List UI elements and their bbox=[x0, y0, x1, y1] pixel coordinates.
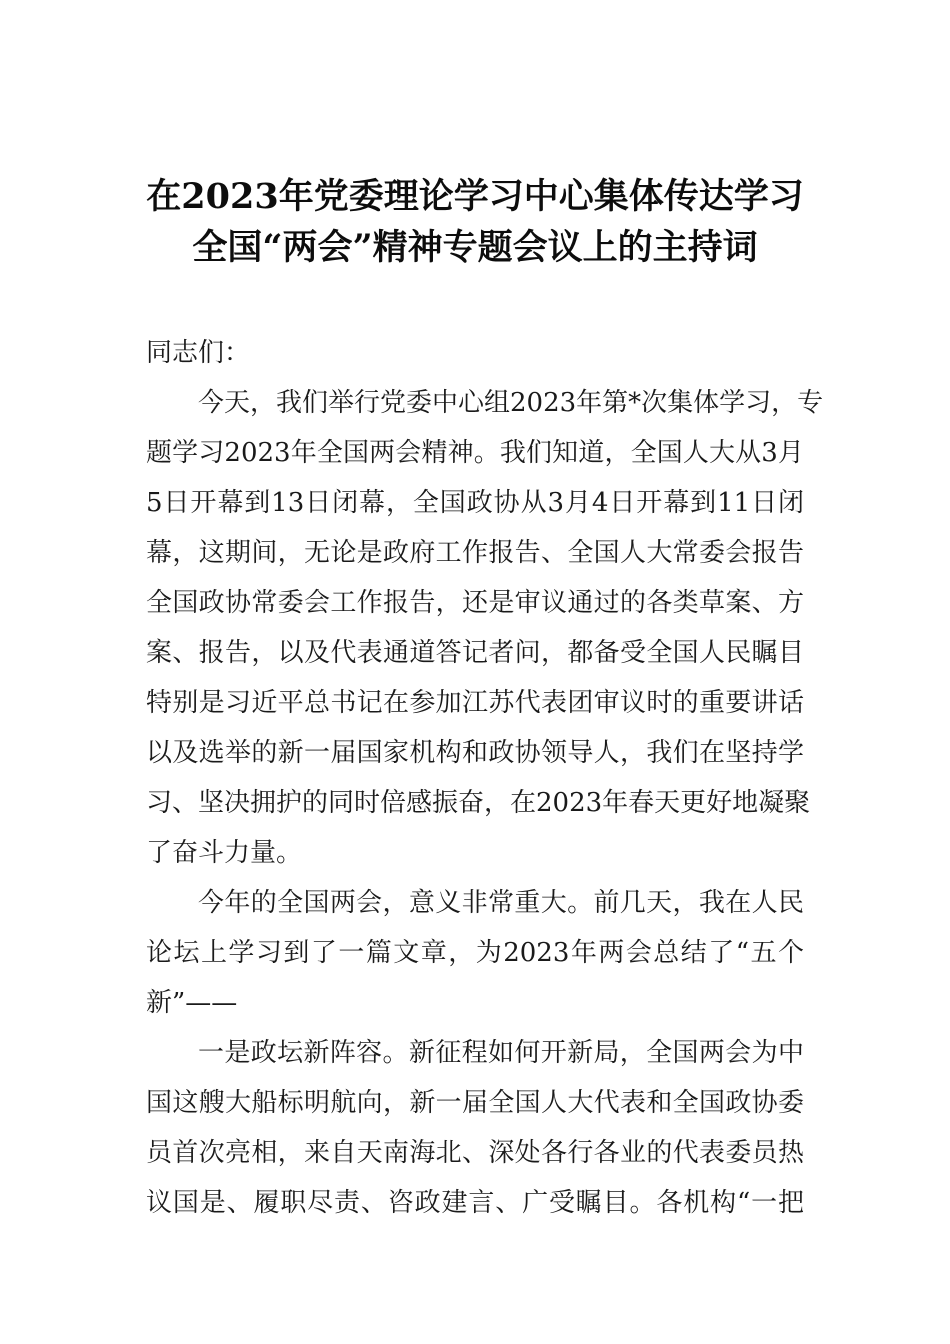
paragraph-line: 员首次亮相，来自天南海北、深处各行各业的代表委员热 bbox=[146, 1138, 804, 1168]
paragraph-line: 幕，这期间，无论是政府工作报告、全国人大常委会报告 bbox=[146, 538, 804, 568]
paragraph-line: 今年的全国两会，意义非常重大。前几天，我在人民 bbox=[198, 888, 804, 918]
paragraph-line: 今天，我们举行党委中心组2023年第*次集体学习，专 bbox=[198, 388, 824, 418]
paragraph-line: 国这艘大船标明航向，新一届全国人大代表和全国政协委 bbox=[146, 1088, 804, 1118]
paragraph-line: 论坛上学习到了一篇文章，为2023年两会总结了“五个 bbox=[146, 938, 804, 968]
paragraph-line: 以及选举的新一届国家机构和政协领导人，我们在坚持学 bbox=[146, 738, 804, 768]
paragraph-line: 全国政协常委会工作报告，还是审议通过的各类草案、方 bbox=[146, 588, 804, 618]
paragraph-line: 新”—— bbox=[146, 988, 238, 1018]
paragraph-line: 习、坚决拥护的同时倍感振奋，在2023年春天更好地凝聚 bbox=[146, 788, 811, 818]
paragraph-line: 案、报告，以及代表通道答记者问，都备受全国人民瞩目 bbox=[146, 638, 804, 668]
paragraph-line: 5日开幕到13日闭幕，全国政协从3月4日开幕到11日闭 bbox=[146, 488, 804, 518]
paragraph-line: 题学习2023年全国两会精神。我们知道，全国人大从3月 bbox=[146, 438, 804, 468]
paragraph-line: 了奋斗力量。 bbox=[146, 838, 303, 868]
paragraph-line: 议国是、履职尽责、咨政建言、广受瞩目。各机构“一把 bbox=[146, 1188, 804, 1218]
paragraph-line: 特别是习近平总书记在参加江苏代表团审议时的重要讲话 bbox=[146, 688, 804, 718]
paragraph-line: 一是政坛新阵容。新征程如何开新局，全国两会为中 bbox=[198, 1038, 804, 1068]
document-title-line-1: 在2023年党委理论学习中心集体传达学习 bbox=[146, 176, 804, 217]
document-title-line-2: 全国“两会”精神专题会议上的主持词 bbox=[192, 227, 758, 268]
salutation: 同志们： bbox=[146, 338, 251, 368]
